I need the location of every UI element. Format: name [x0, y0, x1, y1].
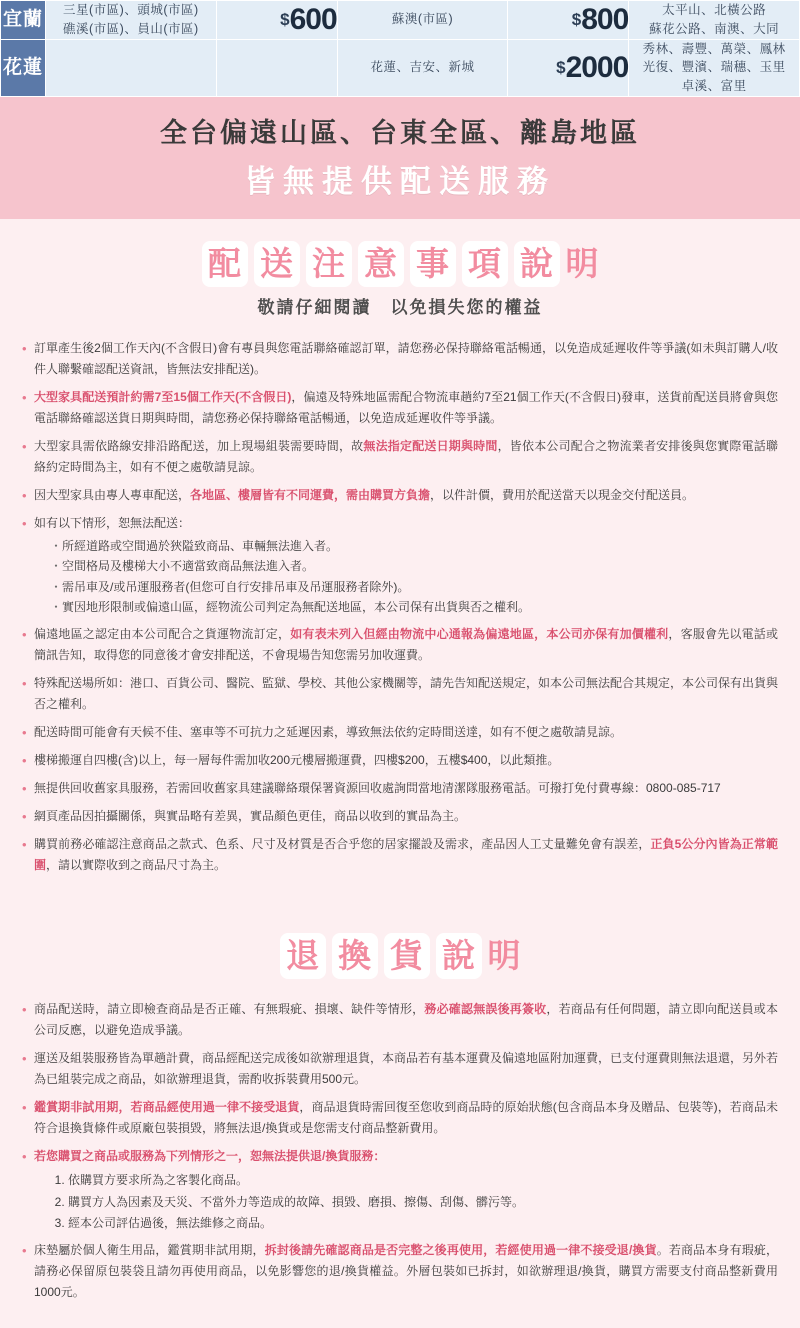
note-text: 大型家具需依路線安排沿路配送，加上現場組裝需要時間，故 — [34, 438, 364, 453]
area-list-hualien-a — [46, 39, 217, 96]
delivery-notice-section — [0, 219, 800, 334]
table-row — [1, 39, 800, 96]
policy-note — [22, 778, 778, 799]
note-text: 偏遠地區之認定由本公司配合之貨運物流訂定， — [34, 627, 291, 642]
policy-note — [22, 834, 778, 876]
policy-note — [22, 387, 778, 429]
note-highlight: 鑑賞期非試用期， — [34, 1100, 131, 1115]
title-char: 配 — [202, 241, 248, 287]
policy-note — [22, 1097, 778, 1139]
title-char: 換 — [332, 933, 378, 979]
region-label-hualien: 花蓮 — [1, 39, 46, 96]
note-text: ，皆依本公司配合之物流業者安排後與您實際電話聯絡約定時間為主，如有不便之處敬請見諒。 — [34, 438, 778, 474]
area-list-hualien-c: 秀林、壽豐、萬榮、鳳林 光復、豐濱、瑞穗、玉里 卓溪、富里 — [629, 39, 800, 96]
list-item: ・ 空間格局及樓梯大小不適當致商品無法進入者。 — [50, 556, 778, 576]
list-item: ・ 需吊車及/或吊運服務者(但您可自行安排吊車及吊運服務者除外)。 — [50, 577, 778, 597]
price-yilan-b: $800 — [508, 1, 629, 40]
note-text: 特殊配送場所如：港口、百貨公司、醫院、監獄、學校、其他公家機關等，請先告知配送規定，如本公司無法配合其規定，本公司保有出貨與否之權利。 — [34, 676, 779, 712]
note-text: 網頁產品因拍攝關係，與實品略有差異，實品顏色更佳，商品以收到的實品為主。 — [34, 809, 467, 824]
note-text: ，客服會先以電話或簡訊告知，取得您的同意後才會安排配送，不會現場告知您需另加收運費。 — [34, 627, 778, 663]
note-highlight: 各地區、樓層皆有不同運費，需由購買方負擔 — [190, 487, 431, 502]
no-delivery-line1: 全台偏遠山區、台東全區、離島地區 — [160, 117, 640, 148]
note-text: 商品配送時，請立即檢查商品是否正確、有無瑕疵、損壞、缺件等情形， — [34, 1002, 425, 1017]
title-char: 說 — [436, 933, 482, 979]
delivery-notes-list — [0, 334, 800, 902]
area-list-hualien-b: 花蓮、吉安、新城 — [337, 39, 508, 96]
note-text: 如有以下情形，恕無法配送： — [34, 515, 191, 530]
area-list-yilan-a: 三星(市區)、頭城(市區) 礁溪(市區)、員山(市區) — [46, 1, 217, 40]
policy-note — [22, 806, 778, 827]
title-char-tail: 明 — [565, 244, 599, 282]
note-text: 配送時間可能會有天候不佳、塞車等不可抗力之延遲因素，導致無法依約定時間送達，如有不便之處敬請見諒。 — [34, 725, 623, 740]
price-yilan-a: $600 — [216, 1, 337, 40]
return-policy-title — [0, 933, 800, 979]
return-policy-section — [0, 911, 800, 995]
note-highlight: 如有表未列入但經由物流中心通報為偏遠地區，本公司亦保有加價權利 — [290, 627, 669, 642]
policy-note — [22, 1048, 778, 1090]
note-highlight: 若商品經使用過一律不接受退貨 — [130, 1100, 300, 1115]
note-highlight: 正負5公分內皆為正常範圍 — [34, 837, 778, 873]
note-highlight: 務必確認無誤後再簽收 — [424, 1002, 547, 1017]
return-notes-list — [0, 995, 800, 1328]
note-text: 因大型家具由專人專車配送， — [34, 487, 191, 502]
no-delivery-line2: 皆無提供配送服務 — [244, 163, 556, 199]
title-char: 退 — [280, 933, 326, 979]
note-numbered-list — [34, 1170, 778, 1233]
title-char: 說 — [514, 241, 560, 287]
list-item: 2. 購買方人為因素及天災、不當外力等造成的故障、損毀、磨損、擦傷、刮傷、髒污等。 — [68, 1192, 778, 1212]
area-list-yilan-b: 蘇澳(市區) — [337, 1, 508, 40]
title-char: 貨 — [384, 933, 430, 979]
price-hualien-a — [216, 39, 337, 96]
table-row — [1, 1, 800, 40]
note-highlight: 若您購買之商品或服務為下列情形之一，恕無法提供退/換貨服務： — [34, 1149, 386, 1164]
title-char: 項 — [462, 241, 508, 287]
policy-note — [22, 436, 778, 478]
list-item: ・ 實因地形限制或偏遠山區，經物流公司判定為無配送地區，本公司保有出貨與否之權利。 — [50, 597, 778, 617]
note-highlight: 拆封後請先確認商品是否完整之後再使用，若經使用過一律不接受退/換貨 — [264, 1243, 657, 1258]
title-char: 注 — [306, 241, 352, 287]
note-highlight: 無法指定配送日期與時間 — [363, 438, 498, 453]
note-text: 無提供回收舊家具服務，若需回收舊家具建議聯絡環保署資源回收處詢問當地清潔隊服務電話。可撥打免付費專線：0800-085-717 — [34, 781, 721, 796]
note-text: 床墊屬於個人衛生用品，鑑賞期非試用期， — [34, 1243, 265, 1258]
policy-note — [22, 338, 778, 380]
no-delivery-banner — [0, 97, 800, 219]
price-hualien-b: $2000 — [508, 39, 629, 96]
policy-note — [22, 722, 778, 743]
note-text: ，以件計價，費用於配送當天以現金交付配送員。 — [430, 487, 695, 502]
area-list-yilan-c: 太平山、北橫公路 蘇花公路、南澳、大同 — [629, 1, 800, 40]
delivery-notice-subtitle: 敬請仔細閱讀 以免損失您的權益 — [257, 297, 543, 317]
delivery-notice-title — [0, 241, 800, 287]
policy-note — [22, 750, 778, 771]
note-text: ，商品退貨時需回復至您收到商品時的原始狀態(包含商品本身及贈品、包裝等)，若商品未符合退換貨條件或原廠包裝損毀，將無法退/換貨或是您需支付商品整新費用。 — [34, 1100, 778, 1136]
policy-note — [22, 485, 778, 506]
note-text: 樓梯搬運自四樓(含)以上，每一層每件需加收200元樓層搬運費，四樓$200，五樓$400，以此類推。 — [34, 753, 560, 768]
policy-note — [22, 673, 778, 715]
policy-note — [22, 513, 778, 618]
region-label-yilan: 宜蘭 — [1, 1, 46, 40]
title-char: 意 — [358, 241, 404, 287]
spacer — [0, 901, 800, 911]
policy-note — [22, 1240, 778, 1303]
title-char: 事 — [410, 241, 456, 287]
list-item: ・ 所經道路或空間過於狹隘致商品、車輛無法進入者。 — [50, 536, 778, 556]
note-text: 訂單產生後2個工作天內(不含假日)會有專員與您電話聯絡確認訂單，請您務必保持聯絡電話暢通，以免造成延遲收件等爭議(如未與訂購人/收件人聯繫確認配送資訊，皆無法安排配送)。 — [34, 340, 778, 376]
note-text: 購買前務必確認注意商品之款式、色系、尺寸及材質是否合乎您的居家擺設及需求，產品因人工丈量難免會有誤差， — [34, 837, 651, 852]
note-text: 運送及組裝服務皆為單趟計費，商品經配送完成後如欲辦理退貨，本商品若有基本運費及偏遠地區附加運費，已支付運費則無法退還，另外若為已組裝完成之商品，如欲辦理退貨，需酌收拆裝費用500元。 — [34, 1051, 779, 1087]
note-sublist — [34, 536, 778, 618]
list-item: 3. 經本公司評估過後，無法維修之商品。 — [68, 1213, 778, 1233]
note-text: ，偏遠及特殊地區需配合物流車趟約7至21個工作天(不含假日)發車，送貨前配送員將會與您電話聯絡確認送貨日期與時間，請您務必保持聯絡電話暢通，以免造成延遲收件等爭議。 — [34, 389, 778, 425]
note-text: ，請以實際收到之商品尺寸為主。 — [46, 858, 227, 873]
policy-note — [22, 1146, 778, 1233]
policy-note — [22, 999, 778, 1041]
title-char-tail: 明 — [487, 937, 521, 975]
note-text: ，若商品有任何問題，請立即向配送員或本公司反應，以避免造成爭議。 — [34, 1002, 778, 1038]
note-text: 。若商品本身有瑕疵，請務必保留原包裝袋且請勿再使用商品，以免影響您的退/換貨權益。外層包裝如已拆封，如欲辦理退/換貨，購買方需要支付商品整新費用1000元。 — [34, 1243, 778, 1300]
policy-note — [22, 624, 778, 666]
list-item: 1. 依購買方要求所為之客製化商品。 — [68, 1170, 778, 1190]
title-char: 送 — [254, 241, 300, 287]
shipping-fee-table — [0, 0, 800, 97]
note-highlight: 大型家具配送預計約需7至15個工作天(不含假日) — [34, 389, 292, 404]
